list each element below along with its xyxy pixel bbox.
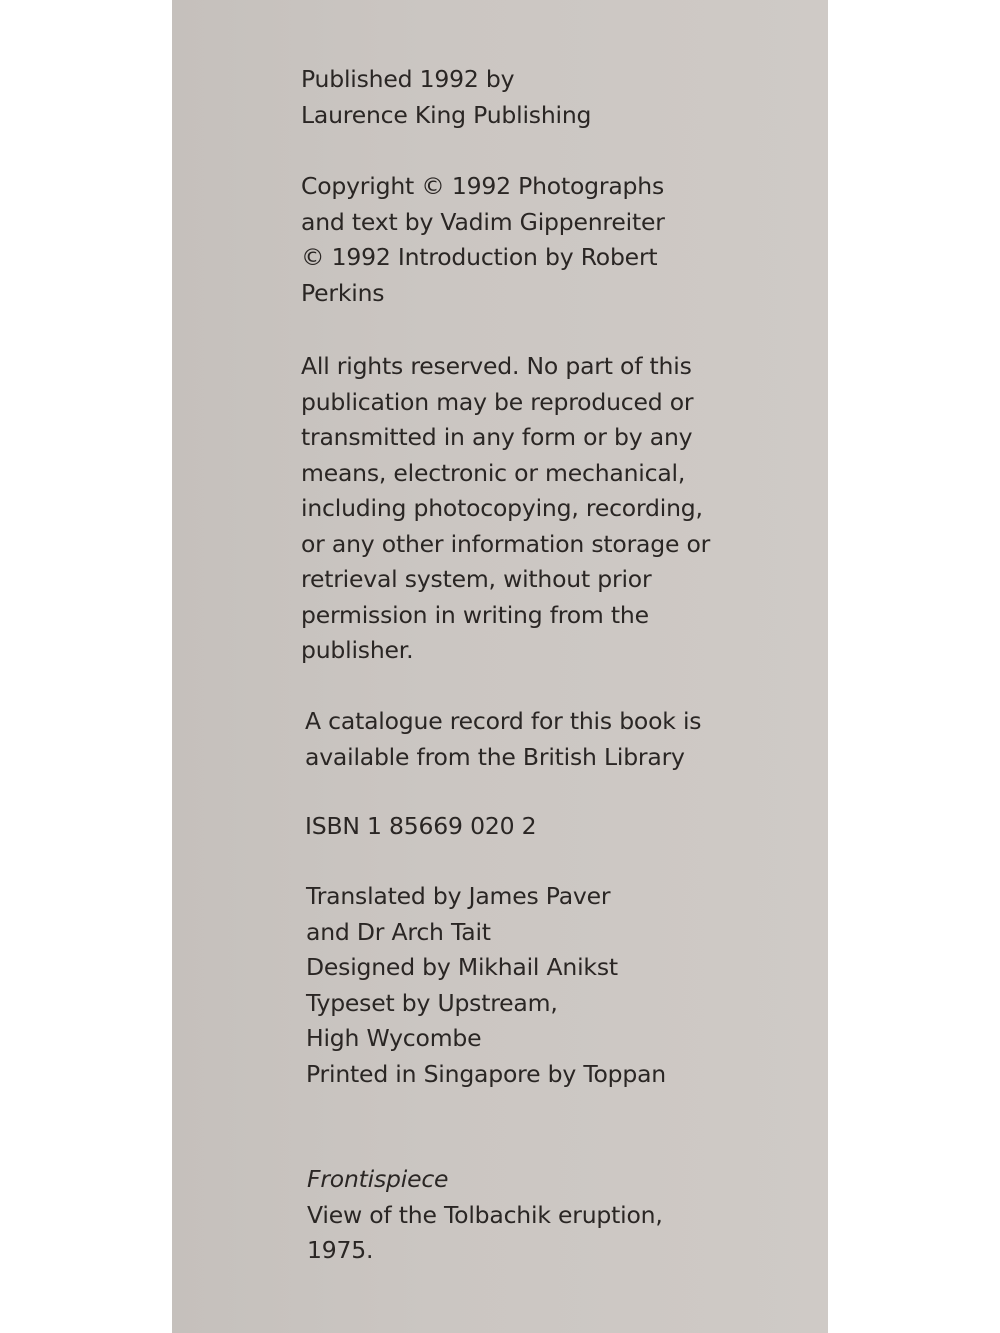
catalogue-line: A catalogue record for this book is bbox=[305, 707, 702, 735]
copyright-line: Copyright © 1992 Photographs bbox=[301, 172, 665, 200]
frontispiece-caption: View of the Tolbachik eruption, bbox=[307, 1200, 663, 1229]
credits-block bbox=[306, 879, 736, 1092]
book-page bbox=[172, 0, 828, 1333]
catalogue-line: available from the British Library bbox=[305, 742, 685, 771]
rights-line: means, electronic or mechanical, bbox=[301, 458, 686, 487]
rights-block bbox=[301, 349, 731, 669]
rights-line: including photocopying, recording, bbox=[301, 494, 703, 522]
rights-line: transmitted in any form or by any bbox=[301, 423, 693, 451]
frontispiece-block bbox=[307, 1162, 737, 1269]
credits-line: Designed by Mikhail Anikst bbox=[306, 953, 618, 981]
rights-line: publication may be reproduced or bbox=[301, 387, 694, 416]
publisher-line: Laurence King Publishing bbox=[301, 100, 592, 129]
rights-line: permission in writing from the bbox=[301, 600, 649, 629]
rights-line: publisher. bbox=[301, 636, 414, 664]
credits-line: Printed in Singapore by Toppan bbox=[306, 1059, 666, 1088]
isbn-block bbox=[305, 809, 735, 845]
credits-line: Typeset by Upstream, bbox=[306, 988, 558, 1017]
copyright-line: © 1992 Introduction by Robert bbox=[301, 243, 658, 271]
credits-line: and Dr Arch Tait bbox=[306, 917, 491, 946]
copyright-line: and text by Vadim Gippenreiter bbox=[301, 207, 665, 236]
rights-line: retrieval system, without prior bbox=[301, 565, 652, 593]
rights-line: or any other information storage or bbox=[301, 529, 711, 558]
credits-line: Translated by James Paver bbox=[306, 882, 611, 910]
isbn-number: ISBN 1 85669 020 2 bbox=[305, 812, 537, 840]
copyright-block bbox=[301, 169, 731, 311]
publisher-block bbox=[301, 62, 731, 133]
frontispiece-caption: 1975. bbox=[307, 1236, 374, 1264]
frontispiece-label: Frontispiece bbox=[307, 1165, 449, 1193]
copyright-line: Perkins bbox=[301, 278, 385, 307]
catalogue-block bbox=[305, 704, 735, 775]
credits-line: High Wycombe bbox=[306, 1024, 482, 1052]
rights-line: All rights reserved. No part of this bbox=[301, 352, 692, 380]
publisher-line: Published 1992 by bbox=[301, 65, 515, 93]
